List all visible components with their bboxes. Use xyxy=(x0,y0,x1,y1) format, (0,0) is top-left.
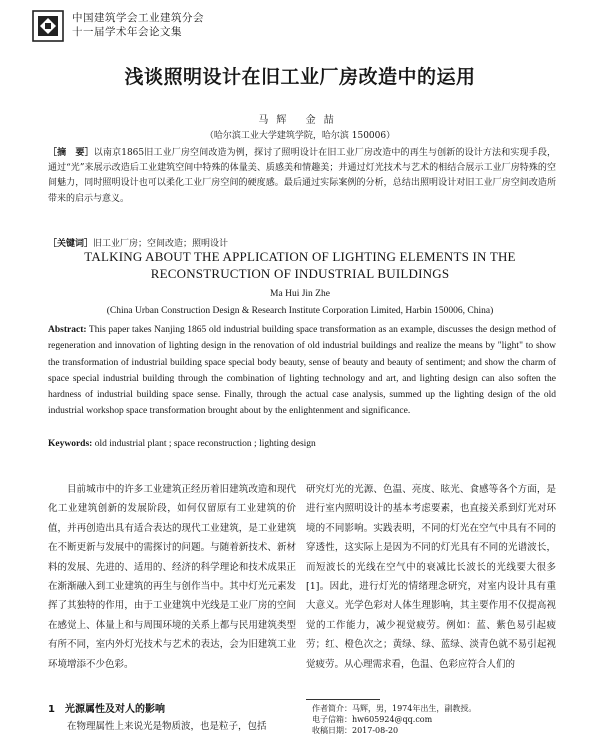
authors-cn: 马辉 金喆 xyxy=(258,115,342,126)
footnote-author-bio: 作者简介：马辉，男，1974年出生，副教授。 xyxy=(312,704,477,713)
abstract-cn-text: 以南京1865旧工业厂房空间改造为例，探讨了照明设计在旧工业厂房改造中的再生与创新的设计方法和实现手段，通过“光”来展示改造后工业建筑空间中特殊的体量美、质感美和情趣美；并通过灯光技术与艺术的相结合展示工业厂房特殊的空间魅力，同时照明设计也可以柔化工业厂房空间的硬度感。最后通过实际案例的分析，总结出照明设计对旧工业厂房空间改造所带来的启示与意义。 xyxy=(48,148,556,204)
abstract-cn-label: ［摘 要］ xyxy=(48,148,94,158)
section-heading-1: 1 光源属性及对人的影响 xyxy=(48,704,165,715)
footnote-rule xyxy=(306,699,380,700)
footnote-received-date: 收稿日期：2017-08-20 xyxy=(312,726,399,735)
abstract-en-text: This paper takes Nanjing 1865 old industrial building space transformation as an example, discusses the design method of regeneration and innovation of lighting design in the renovation of old industrial buildings and realize the means by "light" to show the transformation of industrial building space special body beauty, sense of beauty and beauty of sentiment; and show the charm of space special industrial building through the combination of lighting technology and art, and lighting design can also soften the hardness of industrial building space sense. Finally, through the actual case analysis, summed up the lighting design of the old industrial workshop space transformation brought about by the enlightenment and significance. xyxy=(48,325,556,417)
keywords-en xyxy=(48,439,556,449)
association-logo xyxy=(32,10,64,42)
paper-title-en: TALKING ABOUT THE APPLICATION OF LIGHTING ELEMENTS IN THE RECONSTRUCTION OF INDUSTRIAL BUILDINGS xyxy=(84,249,516,281)
abstract-cn xyxy=(48,146,556,207)
section-1-text: 在物理属性上来说光是物质波，也是粒子，包括 xyxy=(67,721,267,732)
affiliation-cn: （哈尔滨工业大学建筑学院，哈尔滨 150006） xyxy=(204,131,396,141)
affiliation-en: (China Urban Construction Design & Research Institute Corporation Limited, Harbin 150006, China) xyxy=(106,306,494,316)
keywords-en-text: old industrial plant ; space reconstruction ; lighting design xyxy=(92,439,316,449)
proceedings-series: 十一届学术年会论文集 xyxy=(72,26,182,38)
abstract-en-label: Abstract: xyxy=(48,325,87,335)
conference-org: 中国建筑学会工业建筑分会 xyxy=(72,12,204,24)
authors-en: Ma Hui Jin Zhe xyxy=(270,289,330,299)
body-left-column: 目前城市中的许多工业建筑正经历着旧建筑改造和现代化工业建筑创新的发展阶段，如何仅留原有工业建筑的价值，并再创造出具有适合表达的现代工业建筑，是工业建筑在不断更新与发展中的需探讨的问题。与随着新技术、新材料的发展、先进的、适用的、经济的科学理论和技术成果正在渐渐融入到工业建筑的再生与创作当中。其中灯光元素发挥了其独特的作用，由于工业建筑中光线是工业厂房的空间在感觉上、体量上和与周围环境的关系上都与民用建筑类型有所不同，室内外灯光技术与艺术的表达，会为旧建筑工业环境增添不少色彩。 xyxy=(48,484,296,670)
keywords-cn-text: 旧工业厂房；空间改造；照明设计 xyxy=(93,239,229,249)
body-right-column: 研究灯光的光源、色温、亮度、眩光、食感等各个方面，是进行室内照明设计的基本考虑要素，也直接关系到灯光对环境的不同影响。实践表明，不同的灯光在空气中具有不同的穿透性，这实际上是因为不同的灯光具有不同的光谱波长，而短波长的光线在空气中的衰减比长波长的光线要大很多[1]。因此，进行灯光的情绪理念研究，对室内设计具有重大意义。光学色彩对人体生理影响，其主要作用不仅提高视觉的工作能力，减少视觉疲劳。例如：蓝、紫色易引起疲劳；红、橙色次之；黄绿、绿、蓝绿、淡青色就不易引起视觉疲劳。从心理需求看，色温、色彩应符合人们的 xyxy=(306,484,556,670)
keywords-en-label: Keywords: xyxy=(48,439,93,449)
keywords-cn-label: ［关键词］ xyxy=(48,239,94,249)
footnote-email: 电子信箱：hw605924@qq.com xyxy=(312,715,433,724)
paper-title-cn: 浅谈照明设计在旧工业厂房改造中的运用 xyxy=(124,66,476,88)
abstract-en xyxy=(48,322,556,420)
